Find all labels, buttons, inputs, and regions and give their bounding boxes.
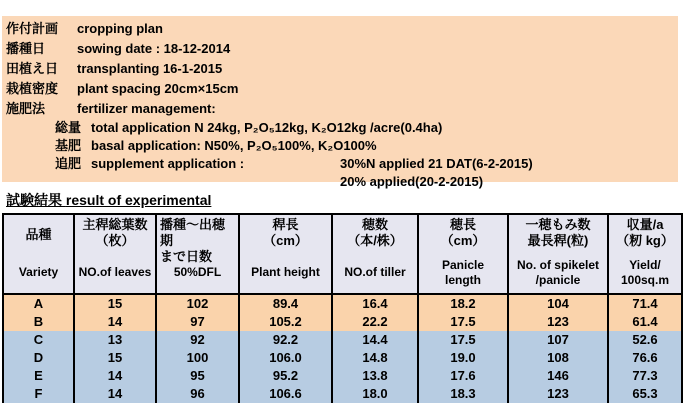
header-line-en: /panicle bbox=[535, 273, 581, 287]
table-row-variety-a bbox=[3, 294, 682, 313]
plan-value: fertilizer management: bbox=[77, 101, 216, 116]
table-row-variety-c bbox=[3, 331, 682, 349]
table-row-variety-d bbox=[3, 349, 682, 367]
plan-label-jp: 田植え日 bbox=[6, 61, 59, 76]
header-line-jp: （cm） bbox=[440, 233, 486, 248]
cell-tiller: 16.4 bbox=[332, 294, 418, 313]
header-line-jp: 稈長 bbox=[272, 217, 299, 232]
plan-value: cropping plan bbox=[77, 21, 163, 36]
cell-spikelet: 107 bbox=[508, 331, 608, 349]
cell-days: 102 bbox=[156, 294, 239, 313]
col-header-tiller bbox=[332, 214, 418, 294]
cell-spikelet: 146 bbox=[508, 367, 608, 385]
plan-label-jp: 播種日 bbox=[6, 41, 46, 56]
header-line-en: length bbox=[445, 273, 481, 287]
plan-value: plant spacing 20cm×15cm bbox=[77, 81, 239, 96]
plan-row-sowing-date bbox=[6, 39, 678, 59]
cell-panicle-length: 18.2 bbox=[418, 294, 508, 313]
cell-spikelet: 108 bbox=[508, 349, 608, 367]
table-row-variety-b bbox=[3, 313, 682, 331]
plan-row-fertilizer-management bbox=[6, 99, 678, 119]
plan-value: transplanting 16-1-2015 bbox=[77, 61, 223, 76]
cell-leaves: 14 bbox=[74, 367, 156, 385]
header-line-jp: 穂数 bbox=[361, 217, 388, 232]
header-line-jp: 播種～出穂期 bbox=[160, 217, 226, 248]
cell-panicle-length: 18.3 bbox=[418, 385, 508, 403]
cell-yield: 77.3 bbox=[608, 367, 682, 385]
plan-label-jp: 施肥法 bbox=[6, 101, 46, 116]
cell-yield: 65.3 bbox=[608, 385, 682, 403]
header-line-en: 100sq.m bbox=[620, 273, 670, 287]
results-title-jp: 試験結果 bbox=[6, 192, 62, 208]
cell-days: 97 bbox=[156, 313, 239, 331]
cell-panicle-length: 17.6 bbox=[418, 367, 508, 385]
fertilizer-supplement-row2 bbox=[6, 173, 678, 191]
cell-spikelet: 123 bbox=[508, 313, 608, 331]
header-line-jp: （本/株） bbox=[347, 233, 403, 248]
cell-variety: F bbox=[3, 385, 74, 403]
plan-value: sowing date : 18-12-2014 bbox=[77, 41, 231, 56]
cell-days: 100 bbox=[156, 349, 239, 367]
header-line-en: NO.of tiller bbox=[344, 265, 406, 279]
table-row-variety-f bbox=[3, 385, 682, 403]
cell-leaves: 15 bbox=[74, 349, 156, 367]
col-header-days-to-heading bbox=[156, 214, 239, 294]
cell-spikelet: 104 bbox=[508, 294, 608, 313]
cell-tiller: 14.8 bbox=[332, 349, 418, 367]
header-line-jp: （枚） bbox=[95, 233, 135, 248]
header-line-jp: 最長稈(粒) bbox=[527, 233, 589, 248]
fertilizer-basal-value: basal application: N50%, P₂O₅100%, K₂O100% bbox=[91, 138, 377, 153]
fertilizer-basal-label-jp: 基肥 bbox=[55, 138, 82, 153]
cell-leaves: 14 bbox=[74, 313, 156, 331]
header-line-en: No. of spikelet bbox=[516, 258, 599, 272]
fertilizer-total-row bbox=[6, 119, 678, 137]
results-title-en: result of experimental bbox=[65, 192, 212, 208]
cell-tiller: 22.2 bbox=[332, 313, 418, 331]
header-line-en: Plant height bbox=[251, 265, 320, 279]
cell-variety: B bbox=[3, 313, 74, 331]
cell-variety: D bbox=[3, 349, 74, 367]
fertilizer-total-value: total application N 24kg, P₂O₅12kg, K₂O12kg /acre(0.4ha) bbox=[91, 120, 443, 135]
cell-spikelet: 123 bbox=[508, 385, 608, 403]
cell-leaves: 13 bbox=[74, 331, 156, 349]
header-line-en: NO.of leaves bbox=[78, 265, 152, 279]
cell-days: 92 bbox=[156, 331, 239, 349]
header-line-jp: 収量/a bbox=[626, 217, 664, 232]
cell-variety: C bbox=[3, 331, 74, 349]
cell-plant-height: 95.2 bbox=[239, 367, 332, 385]
cell-plant-height: 89.4 bbox=[239, 294, 332, 313]
results-table bbox=[2, 213, 683, 403]
cell-leaves: 14 bbox=[74, 385, 156, 403]
cell-yield: 76.6 bbox=[608, 349, 682, 367]
cell-tiller: 13.8 bbox=[332, 367, 418, 385]
cell-plant-height: 92.2 bbox=[239, 331, 332, 349]
cell-variety: E bbox=[3, 367, 74, 385]
cell-days: 95 bbox=[156, 367, 239, 385]
cell-days: 96 bbox=[156, 385, 239, 403]
col-header-yield bbox=[608, 214, 682, 294]
header-line-jp: 穂長 bbox=[449, 217, 476, 232]
results-title bbox=[6, 192, 211, 209]
fertilizer-supplement-label-jp: 追肥 bbox=[55, 156, 82, 171]
header-line-jp: 品種 bbox=[25, 227, 52, 242]
cell-yield: 52.6 bbox=[608, 331, 682, 349]
cell-plant-height: 106.0 bbox=[239, 349, 332, 367]
results-header-row bbox=[3, 214, 682, 294]
cell-plant-height: 106.6 bbox=[239, 385, 332, 403]
col-header-spikelet bbox=[508, 214, 608, 294]
col-header-panicle-length bbox=[418, 214, 508, 294]
cell-tiller: 14.4 bbox=[332, 331, 418, 349]
cell-yield: 61.4 bbox=[608, 313, 682, 331]
fertilizer-supplement-note2: 20% applied(20-2-2015) bbox=[340, 174, 484, 189]
col-header-plant-height bbox=[239, 214, 332, 294]
plan-row-plant-spacing bbox=[6, 79, 678, 99]
plan-row-cropping-plan bbox=[6, 19, 678, 39]
plan-label-jp: 作付計画 bbox=[6, 21, 59, 36]
cropping-plan-section bbox=[2, 16, 678, 189]
cell-tiller: 18.0 bbox=[332, 385, 418, 403]
header-line-jp: まで日数 bbox=[160, 249, 213, 264]
table-row-variety-e bbox=[3, 367, 682, 385]
fertilizer-supplement-row bbox=[6, 155, 678, 173]
plan-row-transplanting bbox=[6, 59, 678, 79]
cell-plant-height: 105.2 bbox=[239, 313, 332, 331]
header-line-en: 50%DFL bbox=[173, 265, 222, 279]
cell-leaves: 15 bbox=[74, 294, 156, 313]
cell-yield: 71.4 bbox=[608, 294, 682, 313]
cell-panicle-length: 17.5 bbox=[418, 331, 508, 349]
header-line-jp: 主稈総葉数 bbox=[82, 217, 148, 232]
fertilizer-total-label-jp: 総量 bbox=[55, 120, 82, 135]
col-header-variety bbox=[3, 214, 74, 294]
cell-panicle-length: 17.5 bbox=[418, 313, 508, 331]
header-line-jp: （cm） bbox=[263, 233, 308, 248]
header-line-jp: （籾 kg） bbox=[616, 233, 674, 248]
col-header-leaves bbox=[74, 214, 156, 294]
plan-label-jp: 栽植密度 bbox=[6, 81, 59, 96]
header-line-en: Panicle bbox=[441, 258, 485, 272]
header-line-jp: 一穂もみ数 bbox=[525, 217, 591, 232]
cell-panicle-length: 19.0 bbox=[418, 349, 508, 367]
cell-variety: A bbox=[3, 294, 74, 313]
fertilizer-supplement-value: supplement application : bbox=[91, 156, 245, 171]
fertilizer-basal-row bbox=[6, 137, 678, 155]
fertilizer-supplement-note1: 30%N applied 21 DAT(6-2-2015) bbox=[340, 156, 533, 171]
header-line-en: Variety bbox=[18, 265, 59, 279]
header-line-en: Yield/ bbox=[629, 258, 661, 272]
